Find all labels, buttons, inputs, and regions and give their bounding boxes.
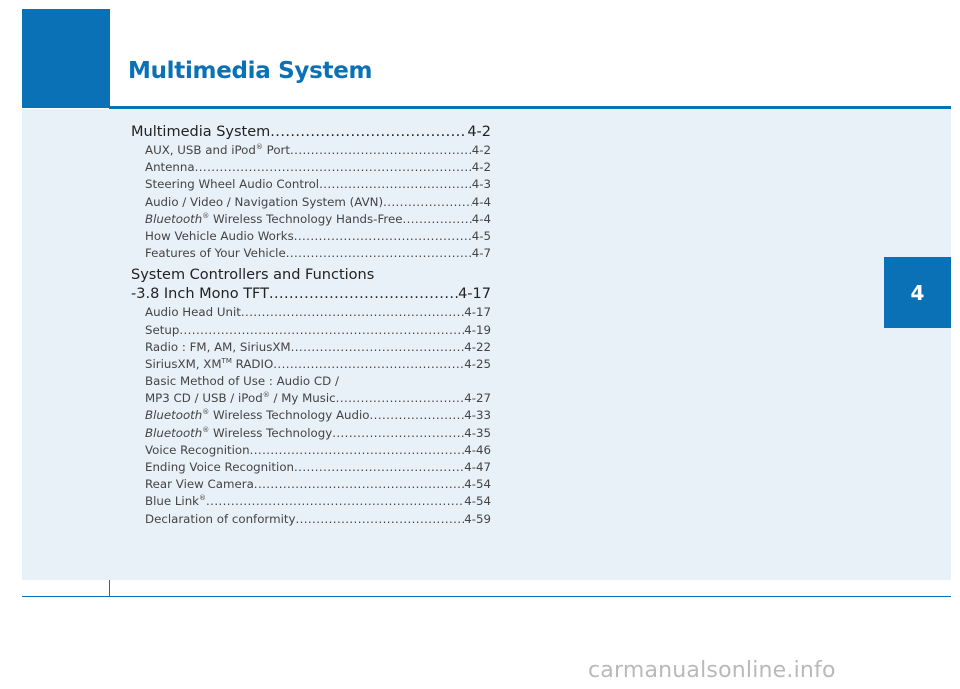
toc-item-ending-voice-recognition[interactable]: Ending Voice Recognition ..... 4-47	[131, 460, 491, 477]
toc-item-audio-head-unit[interactable]: Audio Head Unit ..... 4-17	[131, 305, 491, 322]
chapter-tab[interactable]: 4	[884, 257, 951, 328]
toc-item-how-audio-works[interactable]: How Vehicle Audio Works ..... 4-5	[131, 229, 491, 246]
toc-item-aux-usb-ipod[interactable]: AUX, USB and iPod® Port ..... 4-2	[131, 143, 491, 160]
toc-item-blue-link[interactable]: Blue Link® ..... 4-54	[131, 494, 491, 511]
toc-item-radio[interactable]: Radio : FM, AM, SiriusXM ..... 4-22	[131, 340, 491, 357]
watermark-text: carmanualsonline.info	[588, 658, 836, 683]
table-of-contents	[131, 124, 491, 529]
chapter-side-block	[22, 9, 109, 108]
toc-section-multimedia-system[interactable]	[131, 124, 491, 143]
toc-section-label: Multimedia System	[131, 124, 271, 140]
toc-section-mono-tft[interactable]: -3.8 Inch Mono TFT ..... 4-17	[131, 286, 491, 305]
toc-item-bluetooth-hands-free[interactable]: Bluetooth® Wireless Technology Hands-Free ..... 4-4	[131, 212, 491, 229]
toc-item-bluetooth-technology[interactable]: Bluetooth® Wireless Technology ..... 4-35	[131, 426, 491, 443]
toc-item-setup[interactable]: Setup ..... 4-19	[131, 323, 491, 340]
page-title: Multimedia System	[128, 58, 373, 84]
toc-item-voice-recognition[interactable]: Voice Recognition ..... 4-46	[131, 443, 491, 460]
toc-item-features[interactable]: Features of Your Vehicle ..... 4-7	[131, 246, 491, 263]
bottom-rule	[22, 596, 951, 597]
toc-page-number: 4-2	[467, 124, 491, 140]
toc-item-declaration-of-conformity[interactable]: Declaration of conformity ..... 4-59	[131, 512, 491, 529]
toc-item-basic-method[interactable]: MP3 CD / USB / iPod® / My Music ..... 4-27	[131, 391, 491, 408]
toc-section-system-controllers[interactable]: System Controllers and Functions	[131, 267, 375, 284]
toc-item-siriusxm-radio[interactable]: SiriusXM, XM™ RADIO ..... 4-25	[131, 357, 491, 374]
toc-item-bluetooth-audio[interactable]: Bluetooth® Wireless Technology Audio ..... 4-33	[131, 408, 491, 425]
toc-item-basic-method-line1[interactable]: Basic Method of Use : Audio CD /	[145, 374, 339, 389]
toc-item-antenna[interactable]: Antenna ..... 4-2	[131, 160, 491, 177]
toc-item-steering-wheel-audio[interactable]: Steering Wheel Audio Control ..... 4-3	[131, 177, 491, 194]
toc-item-rear-view-camera[interactable]: Rear View Camera ..... 4-54	[131, 477, 491, 494]
toc-item-avn[interactable]: Audio / Video / Navigation System (AVN) ..... 4-4	[131, 195, 491, 212]
